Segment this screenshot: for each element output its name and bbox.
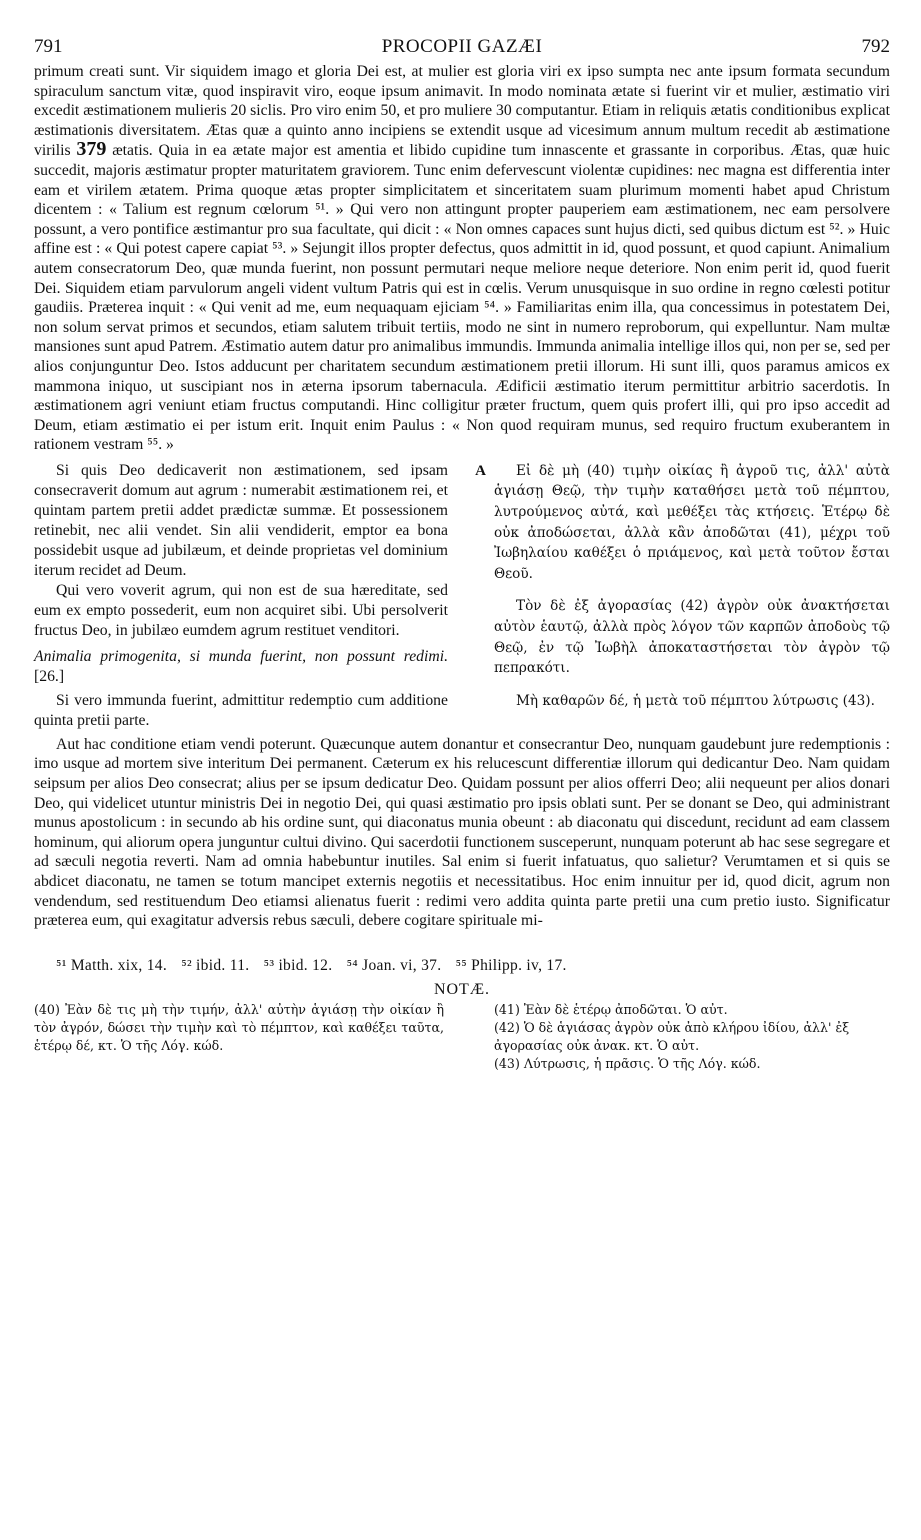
note-42: (42) Ὁ δὲ ἁγιάσας ἀγρὸν οὐκ ἀπὸ κλήρου ἰδίου, ἀλλ' ἐξ ἀγορασίας οὐκ ἀνακ. κτ. Ὁ αὐτ. bbox=[494, 1019, 850, 1053]
column-number: 379 bbox=[76, 138, 107, 161]
footnote-55: ⁵⁵ Philipp. iv, 17. bbox=[455, 956, 567, 974]
commentary-paragraph: Aut hac conditione etiam vendi poterunt. Quæcunque autem donantur et consecrantur Deo, nunquam gaudebunt jure redemptionis : imo usque ad mortem sive interitum Dei permanent. Cæterum ex his relucescunt differentiæ illorum qui dedicantur Deo. Nam quidam seipsum per alios Deo consecrat; alius per se ipsum dedicatur Deo. Quidam possunt per alios offerri Deo; alii nequeunt per alios donari Deo, qui videlicet utuntur ministris Dei in negotio Dei, qui quasi æstimatio pro ipsis oblati sunt. Per se donant se Deo, qui administrant munus apostolicum : in secundo ab his ordine sunt, qui diaconatus munia obeunt : ab diaconatu qui discedunt, recidunt ad eam classem hominum, qui aliorum opera junguntur cultui divino. Qui sacerdotii functionem susceperunt, nunquam poterunt ab hac sese segregare et ad sæculi negotia reverti. Nam ad omnia habebuntur inutiles. Sal enim si fuerit infatuatus, quo salietur? Verumtamen et si quis se abdicet diaconatu, ne tamen se totum mancipet externis negotiis et necessitatibus. Hoc enim innuitur per id, quod dicit, agrum non vendendum, sed restituendum Deo etiamsi alienatus fuerit : redimi vero addita quinta parte pretii una cum pretio iusto. Significatur præterea eum, qui exagitatur adversis rebus sæculi, debere cogitare spirituale mi- bbox=[34, 735, 890, 930]
latin-column bbox=[34, 461, 486, 731]
latin-paragraph-2: Qui vero voverit agrum, qui non est de sua hæreditate, sed eum ex empto possederit, eum non acquiret sibi. Ubi persolverit fructus Deo, in jubilæo eumdem agrum restituet venditori. bbox=[34, 581, 448, 639]
page-number-left: 791 bbox=[34, 36, 63, 57]
notes-left bbox=[34, 1001, 444, 1073]
notes bbox=[34, 1001, 890, 1073]
margin-marker: A bbox=[475, 462, 486, 479]
footnote-53: ⁵³ ibid. 12. bbox=[263, 956, 333, 974]
greek-paragraph-2: Τὸν δὲ ἐξ ἀγορασίας (42) ἀγρὸν οὐκ ἀνακτήσεται αὐτὸν ἑαυτῷ, ἀλλὰ πρὸς λόγον τῶν καρπῶν ἀποδοὺς τῷ Θεῷ, ἐν τῷ Ἰωβὴλ ἀποκαταστήσεται τὸν ἀγρὸν τῷ πεπρακότι. bbox=[494, 598, 890, 677]
main-text-part2: ætatis. Quia in ea ætate major est amentia et libido cupidine tum innascente et grassante in corporibus. Ætas, quæ huic succedit, majoris æstimatur propter maturitatem graviorem. Tunc enim defervescunt violentæ cupidines: nec magna est differentia inter eam et virilem ætatem. Prima quoque ætas propter simplicitatem et sinceritatem suam plurimum momenti habet apud Christum dicentem : « Talium est regnum cœlorum ⁵¹. » Qui vero non attingunt propter pauperiem eam æstimationem, nec eam persolvere possunt, a vero pontifice æstimantur pro sua facultate, qui dicit : « Non omnes capaces sunt hujus dicti, sed quibus dictum est ⁵². » Huic affine est : « Qui potest capere capiat ⁵³. » Sejungit illos propter defectus, quos admittit in id, quod possunt, et quod capiunt. Animalium autem consecratorum Deo, quæ munda fuerint, non possunt permutari neque meliore neque deteriore. Non enim perit id, quod fuerit Dei. Siquidem etiam parvulorum angeli vident vultum Patris qui est in cœlis. Verum unusquisque in suo ordine in regno cœlesti potitur gaudiis. Præterea inquit : « Qui venit ad me, eum nequaquam ejiciam ⁵⁴. » Familiaritas enim illa, qua concessimus in potestatem Dei, non solum servat primos et secundos, etiam salutem tribuit tertiis, modo ne sint in numero reproborum, qui expelluntur. Nam multæ mansiones sunt apud Patrem. Æstimatio autem datur pro animalibus immundis. Immunda animalia intellige illos qui, non per se, sed per alios conjunguntur Deo. Istos adducunt per charitatem secundum æstimationem pretii illorum. Hi sunt illi, quos paramus amicos ex mammona iniquo, ut suscipiant nos in æterna ipsorum tabernacula. Ædificii æstimatio iterum permittitur arbitrio sacerdotis. In æstimationem agri veniunt etiam fructus computandi. Hinc colligitur præter fructum, quem quis profert illi, qui pro ipso accedit ad Deum, etiam æstimatio ei per istum erit. Inquit enim Paulus : « Non quod requiram munus, sed requiro fructum exuberantem in rationem vestram ⁵⁵. » bbox=[34, 142, 891, 454]
footnote-54: ⁵⁴ Joan. vi, 37. bbox=[346, 956, 442, 974]
footnotes bbox=[34, 957, 890, 975]
main-text-part1: primum creati sunt. Vir siquidem imago et gloria Dei est, at mulier est gloria viri ex ipso sumpta nec ante ipsum formata secundum spiraculum sanctum vitæ, quod inspiravit viro, eoque ipsum animavit. In modo nominata ætate si fuerint vir et mulier, æstimatio viri excedit æstimationem mulieris 20 siclis. Pro viro enim 50, et pro muliere 30 computantur. Etiam in reliquis ætatis conditionibus explicat æstimationis diversitatem. Ætas quæ a quinto anno incipiens se extendit usque ad vicesimum annum multum recedit ab æstimatione virilis bbox=[34, 63, 890, 160]
footnote-51: ⁵¹ Matth. xix, 14. bbox=[56, 956, 168, 974]
greek-paragraph-1: Εἰ δὲ μὴ (40) τιμὴν οἰκίας ἢ ἀγροῦ τις, ἀλλ' αὐτὰ ἁγιάσῃ Θεῷ, τὴν τιμὴν καταθήσει μετὰ τοῦ πέμπτου, λυτρούμενος αὐτά, καὶ μεθέξει τὰς κτήσεις. Ἑτέρῳ δὲ οὐκ ἀποδώσεται, ἀλλὰ κἂν ἀποδῶται (41), μέχρι τοῦ Ἰωβηλαίου καθέξει ὁ πριάμενος, καὶ μετὰ τοῦτον ἔσται Θεοῦ. bbox=[494, 462, 890, 582]
latin-paragraph-1: Si quis Deo dedicaverit non æstimationem, sed ipsam consecraverit domum aut agrum : numerabit æstimationem rei, et quintam partem pretii addet prædictæ summæ. Et possessionem retinebit, nec alii vendet. Sin alii vendiderit, emptor ea bona possidebit usque ad jubilæum, et deinde proprietas vel dominium iterum recidet ad Deum. bbox=[34, 461, 448, 579]
parallel-columns bbox=[34, 461, 890, 731]
page bbox=[34, 28, 890, 1073]
latin-paragraph-3: Si vero immunda fuerint, admittitur redemptio cum additione quinta pretii parte. bbox=[34, 691, 448, 729]
note-43: (43) Λύτρωσις, ἡ πρᾶσις. Ὁ τῆς Λόγ. κώδ. bbox=[494, 1055, 761, 1071]
section-ref: [26.] bbox=[34, 667, 65, 685]
greek-column bbox=[494, 461, 890, 731]
page-header bbox=[34, 28, 890, 58]
page-number-right: 792 bbox=[861, 36, 890, 57]
section-heading-text: Animalia primogenita, si munda fuerint, non possunt redimi. bbox=[34, 647, 448, 665]
running-title: PROCOPII GAZÆI bbox=[381, 36, 543, 57]
note-40: (40) Ἐὰν δὲ τις μὴ τὴν τιμήν, ἀλλ' αὐτὴν ἁγιάσῃ τὴν οἰκίαν ἢ τὸν ἀγρόν, δώσει τὴν τιμὴν καὶ τὸ πέμπτον, καὶ καθέξει ταῦτα, ἑτέρῳ δέ, κτ. Ὁ τῆς Λόγ. κώδ. bbox=[34, 1001, 444, 1053]
greek-paragraph-3: Μὴ καθαρῶν δέ, ἡ μετὰ τοῦ πέμπτου λύτρωσις (43). bbox=[516, 692, 875, 709]
main-text bbox=[34, 62, 890, 455]
note-41: (41) Ἐὰν δὲ ἑτέρῳ ἀποδῶται. Ὁ αὐτ. bbox=[494, 1001, 728, 1017]
notes-title: NOTÆ. bbox=[433, 980, 491, 998]
section-heading bbox=[34, 647, 448, 687]
notes-right bbox=[494, 1001, 890, 1073]
footnote-52: ⁵² ibid. 11. bbox=[181, 956, 250, 974]
